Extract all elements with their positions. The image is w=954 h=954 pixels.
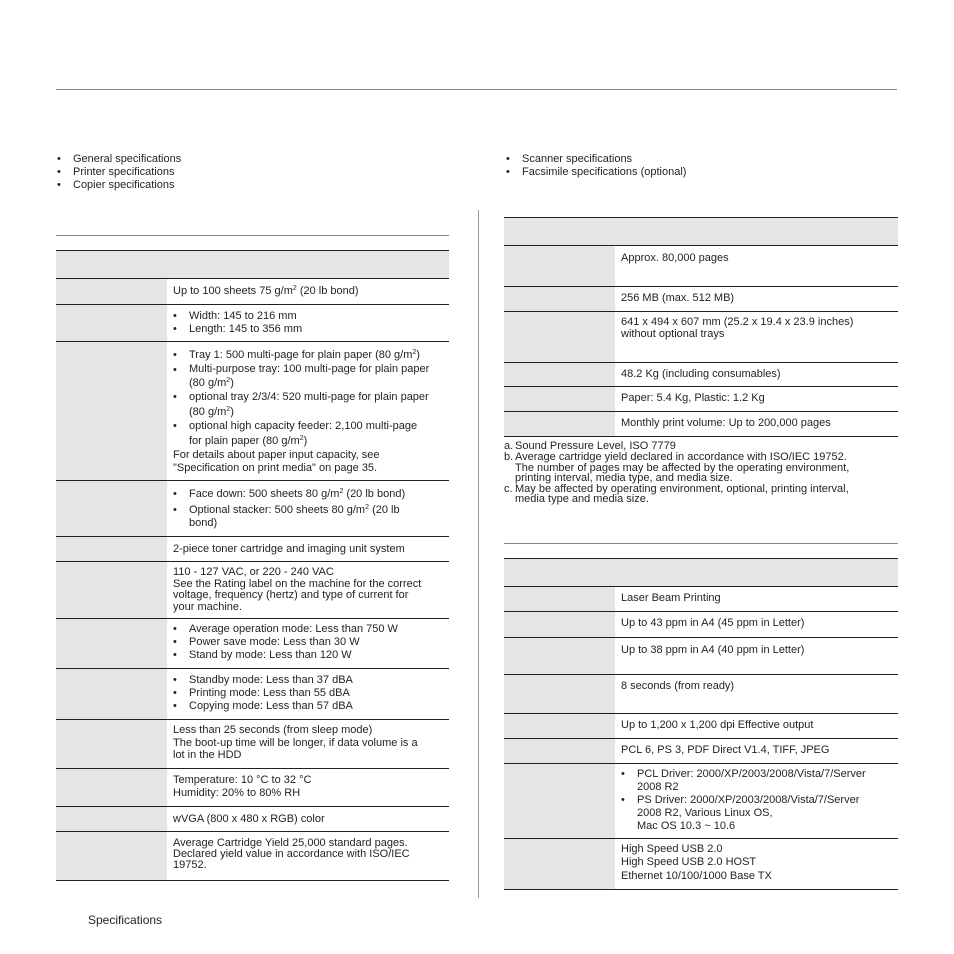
table-row <box>56 279 449 305</box>
warmup-time-value: Less than 25 seconds (from sleep mode) The boot-up time will be longer, if data volume is a lot in the HDD <box>167 720 449 769</box>
table-row <box>56 669 449 720</box>
table-row <box>504 839 898 890</box>
toc-right <box>505 153 897 179</box>
table-row <box>504 587 898 612</box>
table-row <box>56 807 449 832</box>
table-row <box>504 739 898 764</box>
section-rule <box>504 543 898 544</box>
toc-item[interactable]: • Copier specifications <box>56 179 456 192</box>
toc-left <box>56 153 456 192</box>
list-item: • Stand by mode: Less than 120 W <box>173 649 443 662</box>
general-spec-table-continued <box>504 217 898 437</box>
list-item: • Printing mode: Less than 55 dBA <box>173 687 443 700</box>
toc-item[interactable]: • Scanner specifications <box>505 153 897 166</box>
display-value: wVGA (800 x 480 x RGB) color <box>167 807 449 832</box>
column-divider <box>478 210 479 898</box>
power-rating-value: 110 - 127 VAC, or 220 - 240 VAC See the Rating label on the machine for the correct voltage, frequency (hertz) and type of current for your machine. <box>167 562 449 619</box>
os-compatibility-value <box>615 764 898 839</box>
print-speed-value: Up to 43 ppm in A4 (45 ppm in Letter) <box>615 612 898 638</box>
resolution-value: Up to 1,200 x 1,200 dpi Effective output <box>615 714 898 739</box>
table-row <box>504 363 898 387</box>
table-row <box>504 412 898 437</box>
input-capacity-value <box>167 342 449 481</box>
cartridge-value: 2-piece toner cartridge and imaging unit system <box>167 537 449 562</box>
top-rule <box>56 89 897 90</box>
print-volume-value: Monthly print volume: Up to 200,000 pages <box>615 412 898 437</box>
table-header-row <box>504 559 898 587</box>
list-item: • Optional stacker: 500 sheets 80 $g/m^2$ (20 lb bond) <box>173 503 443 530</box>
section-rule <box>56 235 449 236</box>
table-row <box>56 562 449 619</box>
list-item: • Width: 145 to 216 mm <box>173 310 443 323</box>
table-row <box>504 387 898 412</box>
list-item: • Average operation mode: Less than 750 W <box>173 623 443 636</box>
table-row <box>504 287 898 312</box>
interface-value: High Speed USB 2.0 High Speed USB 2.0 HOST Ethernet 10/100/1000 Base TX <box>615 839 898 890</box>
table-row <box>56 537 449 562</box>
table-row <box>56 832 449 881</box>
table-row <box>56 481 449 537</box>
details-link[interactable]: "Specification on print media" on page 35. <box>173 461 378 474</box>
list-item: • Face down: 500 sheets 80 $g/m^2$ (20 lb bond) <box>173 487 443 502</box>
list-item: • Copying mode: Less than 57 dBA <box>173 700 443 713</box>
media-size-value <box>167 305 449 342</box>
toc-item[interactable]: • General specifications <box>56 153 456 166</box>
table-row <box>504 675 898 714</box>
table-row <box>56 619 449 669</box>
toc-item[interactable]: • Printer specifications <box>56 166 456 179</box>
table-row <box>56 769 449 807</box>
list-item: • Multi-purpose tray: 100 multi-page for plain paper (80 $g/m^2$) <box>173 363 443 391</box>
footnote: c. May be affected by operating environment, optional, printing interval, media type and media size. <box>504 482 849 505</box>
footnote: b. Average cartridge yield declared in accordance with ISO/IEC 19752. The number of pages may be affected by the operating environment, printing interval, media type, and media size. <box>504 451 850 484</box>
list-item: • Standby mode: Less than 37 dBA <box>173 674 443 687</box>
table-header-row <box>504 218 898 246</box>
list-item: • Tray 1: 500 multi-page for plain paper (80 $g/m^2$) <box>173 348 443 363</box>
list-item: • PS Driver: 2000/XP/2003/2008/Vista/7/Server 2008 R2, Various Linux OS, Mac OS 10.3 ~ 10.6 <box>621 794 892 833</box>
page-footer: Specifications <box>88 913 163 927</box>
list-item: • PCL Driver: 2000/XP/2003/2008/Vista/7/Server 2008 R2 <box>621 768 892 794</box>
footnotes <box>504 441 898 505</box>
table-row <box>504 714 898 739</box>
first-page-value: 8 seconds (from ready) <box>615 675 898 714</box>
printing-method-value: Laser Beam Printing <box>615 587 898 612</box>
emulation-value: PCL 6, PS 3, PDF Direct V1.4, TIFF, JPEG <box>615 739 898 764</box>
table-row <box>504 246 898 287</box>
list-item: • Power save mode: Less than 30 W <box>173 636 443 649</box>
memory-value: 256 MB (max. 512 MB) <box>615 287 898 312</box>
weight-value: 48.2 Kg (including consumables) <box>615 363 898 387</box>
printer-spec-table <box>504 558 898 890</box>
duplex-speed-value: Up to 38 ppm in A4 (40 ppm in Letter) <box>615 638 898 675</box>
table-row <box>56 305 449 342</box>
table-row <box>504 312 898 363</box>
list-item: • optional high capacity feeder: 2,100 multi-page for plain paper (80 $g/m^2$) <box>173 419 443 448</box>
duty-cycle-value: Approx. 80,000 pages <box>615 246 898 287</box>
general-spec-table <box>56 250 449 881</box>
table-header-row <box>56 251 449 279</box>
table-row <box>56 720 449 769</box>
table-row <box>504 638 898 675</box>
environment-value: Temperature: 10 °C to 32 °C Humidity: 20% to 80% RH <box>167 769 449 807</box>
cartridge-yield-value: Average Cartridge Yield 25,000 standard pages. Declared yield value in accordance with ISO/IEC 19752. <box>167 832 449 881</box>
table-row <box>504 612 898 638</box>
toc-item[interactable]: • Facsimile specifications (optional) <box>505 166 897 179</box>
output-capacity-value <box>167 481 449 537</box>
table-row <box>504 764 898 839</box>
table-row <box>56 342 449 481</box>
list-item: • optional tray 2/3/4: 520 multi-page for plain paper (80 $g/m^2$) <box>173 390 443 419</box>
footnote: a. Sound Pressure Level, ISO 7779 <box>504 440 676 452</box>
list-item: • Length: 145 to 356 mm <box>173 323 443 336</box>
dimensions-value: 641 x 494 x 607 mm (25.2 x 19.4 x 23.9 inches) without optional trays <box>615 312 898 363</box>
details-note: For details about paper input capacity, see <box>173 449 380 461</box>
package-weight-value: Paper: 5.4 Kg, Plastic: 1.2 Kg <box>615 387 898 412</box>
power-consumption-value <box>167 619 449 669</box>
noise-level-value <box>167 669 449 720</box>
paper-input-value: Up to 100 sheets 75 $g/m^2$ (20 lb bond) <box>167 279 449 305</box>
